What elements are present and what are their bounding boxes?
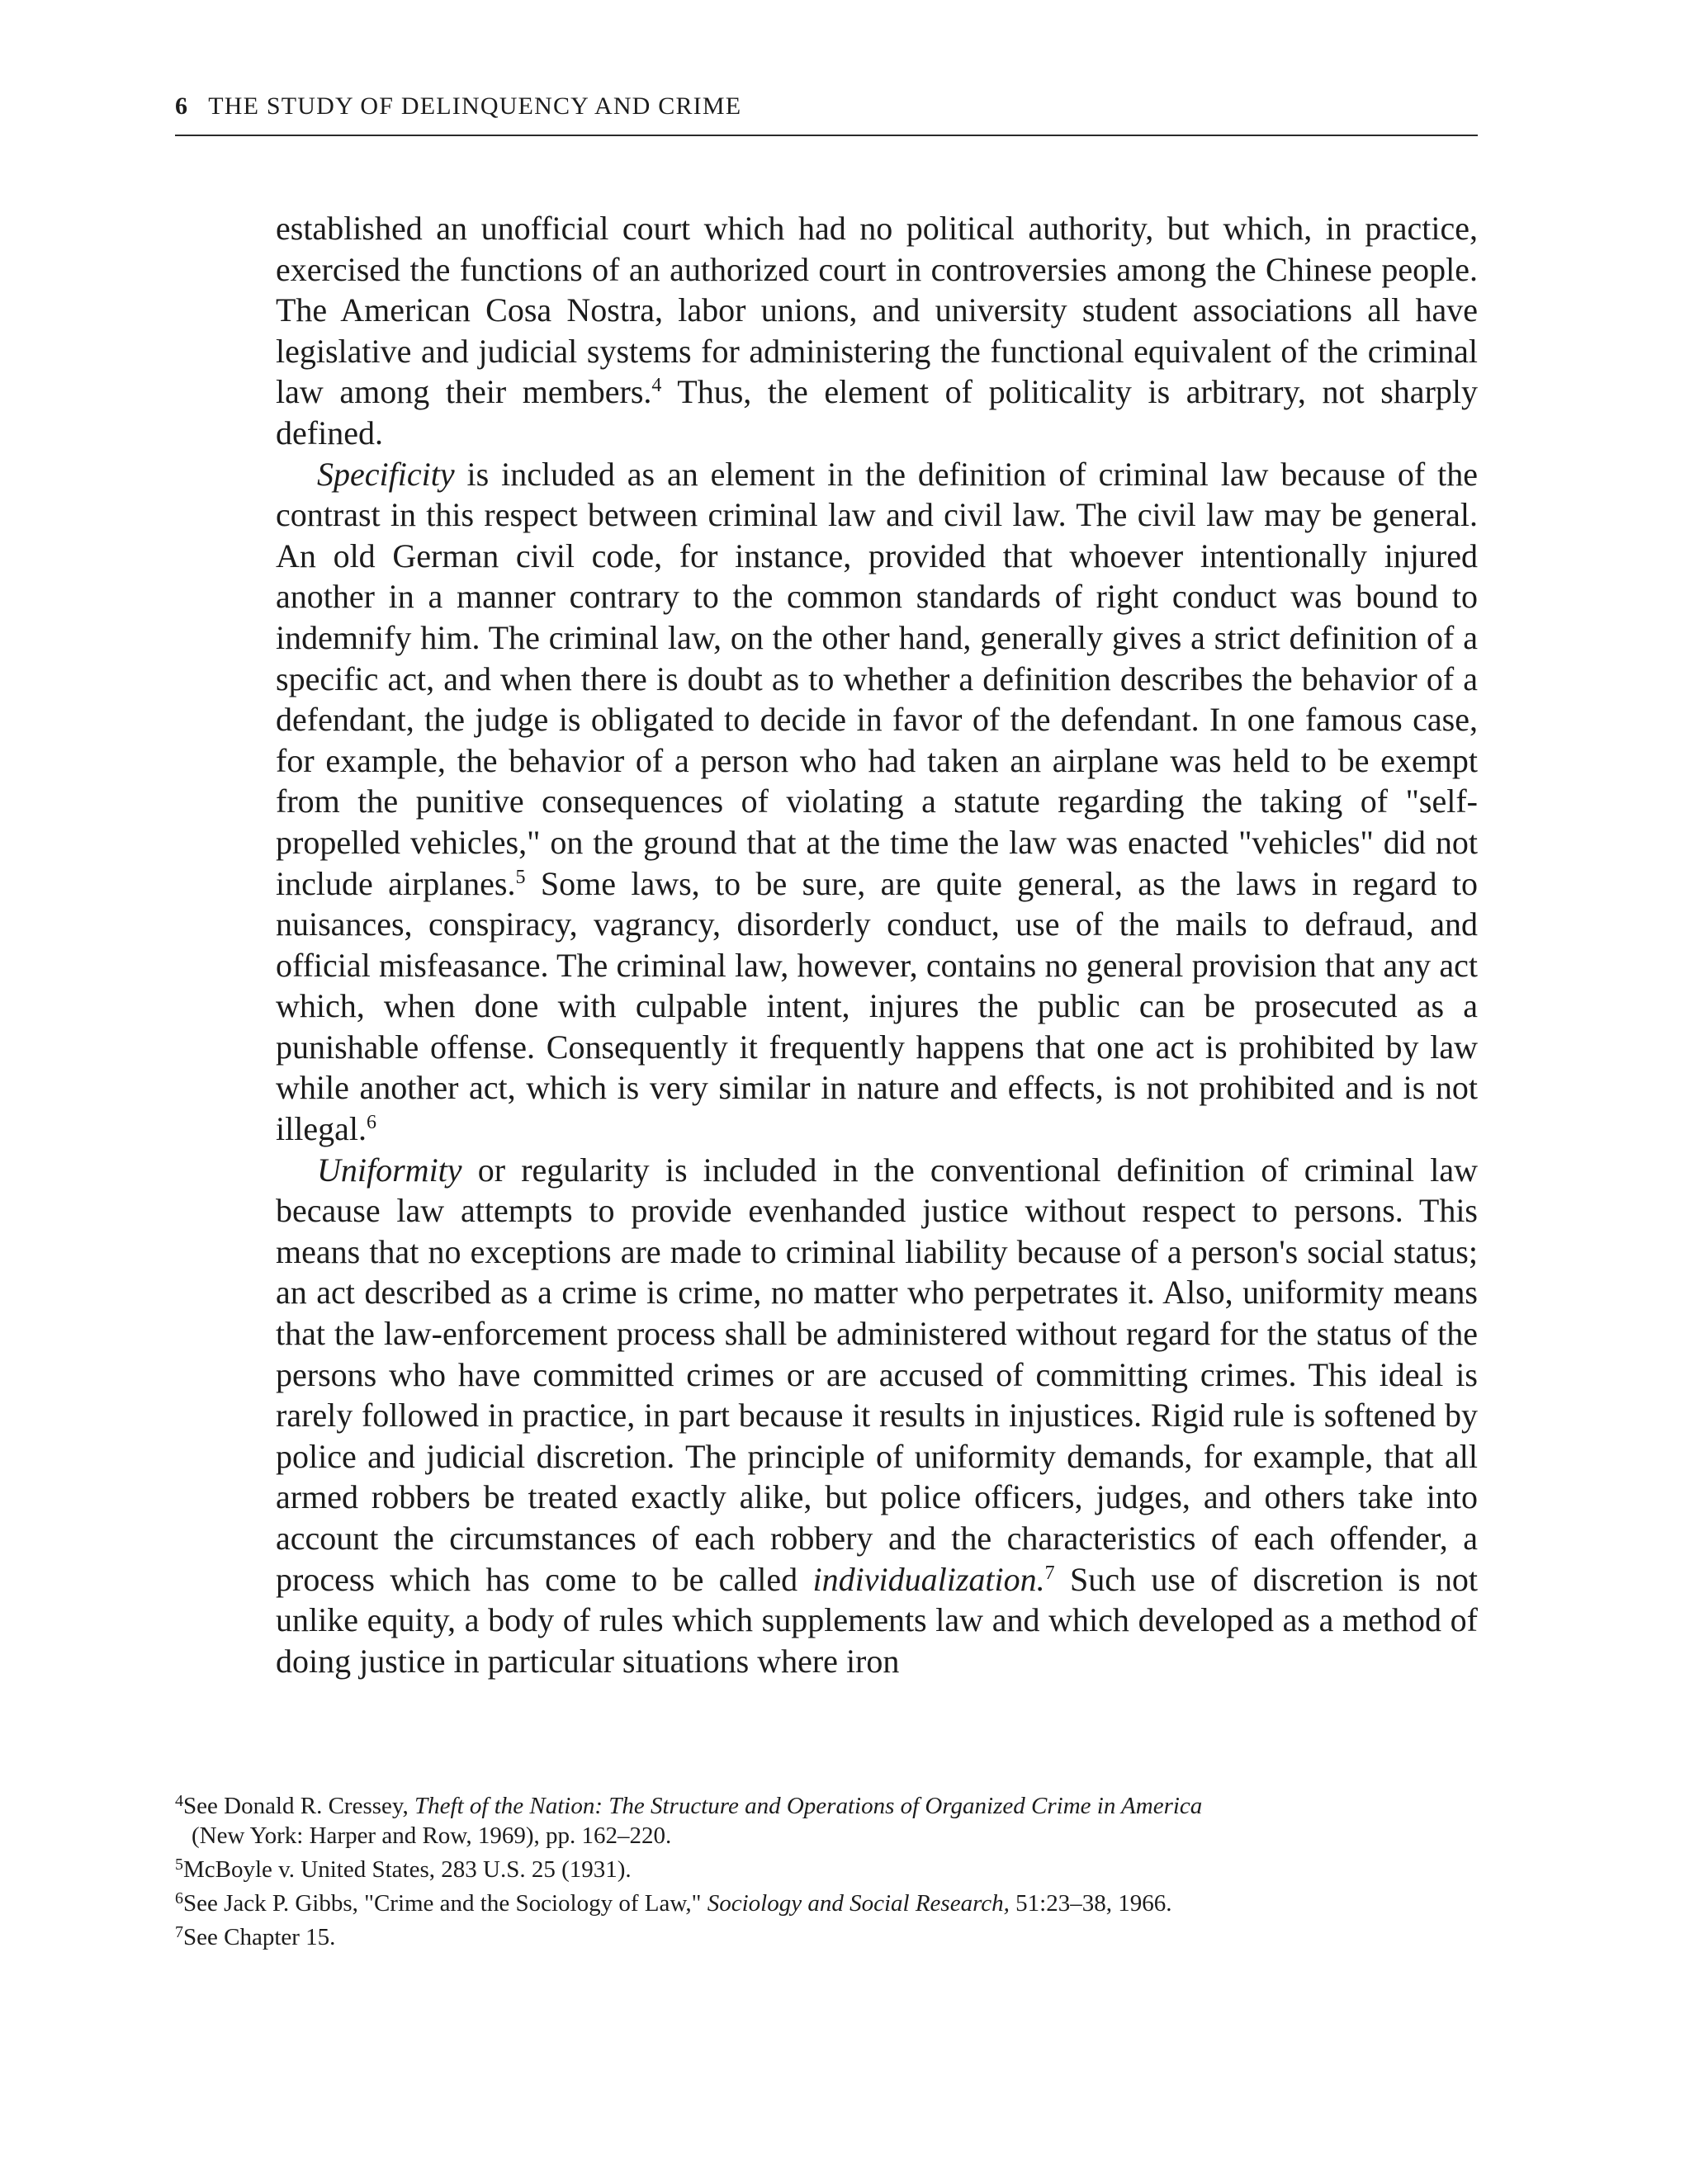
footnotes <box>175 1791 1479 1956</box>
footnote-ref-5[interactable]: 5 <box>515 866 526 888</box>
footnote-7 <box>175 1922 1479 1952</box>
footnote-number: 7 <box>175 1923 183 1941</box>
footnote-continuation: (New York: Harper and Row, 1969), pp. 162–220. <box>192 1822 672 1849</box>
footnote-6 <box>175 1889 1479 1918</box>
paragraph-text: is included as an element in the definition of criminal law because of the contrast in this respect between criminal law and civil law. The civil law may be general. An old German civil code, for instance, provided that whoever intentionally injured another in a manner contrary to the common standards of right conduct was bound to indemnify him. The criminal law, on the other hand, generally gives a strict definition of a specific act, and when there is doubt as to whether a definition describes the behavior of a defendant, the judge is obligated to decide in favor of the defendant. In one famous case, for example, the behavior of a person who had taken an airplane was held to be exempt from the punitive consequences of violating a statute regarding the taking of "self-propelled vehicles," on the ground that at the time the law was enacted "vehicles" did not include airplanes. <box>276 455 1478 902</box>
paragraph-text: or regularity is included in the conventional definition of criminal law because law attempts to provide evenhanded justice without respect to persons. This means that no exceptions are made to criminal liability because of a person's social status; an act described as a crime is crime, no matter who perpetrates it. Also, uniformity means that the law-enforcement process shall be administered without regard for the status of the persons who have committed crimes or are accused of committing crimes. This ideal is rarely followed in practice, in part because it results in injustices. Rigid rule is softened by police and judicial discretion. The principle of uniformity demands, for example, that all armed robbers be treated exactly alike, but police officers, judges, and others take into account the circumstances of each robbery and the characteristics of each offender, a process which has come to be called <box>276 1151 1478 1598</box>
footnote-number: 6 <box>175 1889 183 1907</box>
paragraph-text: Such use of discretion is not unlike equity, a body of rules which supplements law and which developed as a method of doing justice in particular situations where iron <box>276 1560 1479 1680</box>
paragraph-specificity <box>276 454 1478 1150</box>
footnote-ref-4[interactable]: 4 <box>651 375 662 397</box>
page-number: 6 <box>175 92 189 120</box>
footnote-text: See Jack P. Gibbs, "Crime and the Sociology of Law," <box>183 1890 708 1917</box>
paragraph-uniformity <box>276 1150 1478 1682</box>
paragraph-text: established an unofficial court which had no political authority, but which, in practice, exercised the functions of an authorized court in controversies among the Chinese people. The American Cosa Nostra, labor unions, and university student associations all have legislative and judicial systems for administering the functional equivalent of the criminal law among their members. <box>276 210 1478 411</box>
running-title: THE STUDY OF DELINQUENCY AND CRIME <box>208 92 742 120</box>
footnote-text: See Donald R. Cressey, <box>183 1793 415 1819</box>
book-title: Theft of the Nation: The Structure and Operations of Organized Crime in America <box>414 1793 1203 1819</box>
term-individualization: individualization. <box>812 1560 1045 1598</box>
footnote-text: McBoyle v. United States, 283 U.S. 25 (1931). <box>183 1856 632 1883</box>
footnote-4 <box>175 1791 1479 1851</box>
journal-title: Sociology and Social Research, <box>707 1890 1010 1917</box>
footnote-number: 5 <box>175 1855 183 1874</box>
body-text <box>276 208 1478 1681</box>
header-rule <box>175 135 1478 136</box>
paragraph-politicality <box>276 208 1478 454</box>
term-specificity: Specificity <box>317 455 455 493</box>
running-head <box>175 92 741 121</box>
paragraph-text: Thus, the element of politicality is arbitrary, not sharply defined. <box>276 373 1478 451</box>
footnote-text: See Chapter 15. <box>183 1924 336 1950</box>
footnote-text: 51:23–38, 1966. <box>1009 1890 1172 1917</box>
footnote-ref-6[interactable]: 6 <box>366 1112 376 1134</box>
footnote-5 <box>175 1855 1479 1884</box>
footnote-ref-7[interactable]: 7 <box>1044 1562 1055 1584</box>
term-uniformity: Uniformity <box>317 1151 462 1189</box>
paragraph-text: Some laws, to be sure, are quite general, as the laws in regard to nuisances, conspiracy, vagrancy, disorderly conduct, use of the mails to defraud, and official misfeasance. The criminal law, however, contains no general provision that any act which, when done with culpable intent, injures the public can be prosecuted as a punishable offense. Consequently it frequently happens that one act is prohibited by law while another act, which is very similar in nature and effects, is not prohibited and is not illegal. <box>276 864 1479 1148</box>
footnote-number: 4 <box>175 1792 183 1810</box>
